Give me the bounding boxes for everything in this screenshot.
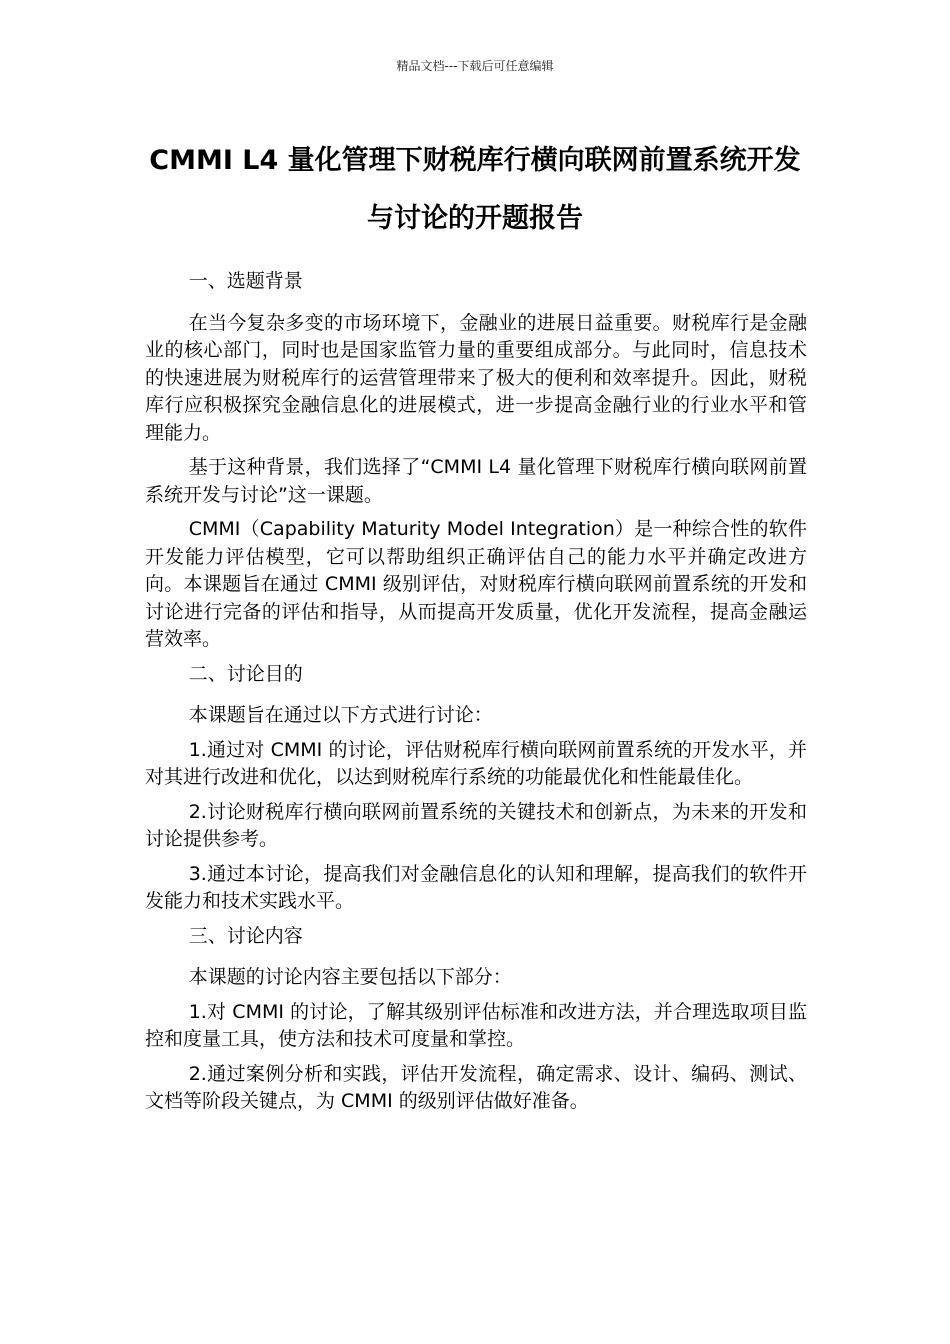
document-title: CMMI L4 量化管理下财税库行横向联网前置系统开发与讨论的开题报告 xyxy=(149,145,801,234)
list-item-content-2: 2.通过案例分析和实践，评估开发流程，确定需求、设计、编码、测试、文档等阶段关键点，为 CMMI 的级别评估做好准备。 xyxy=(145,1062,807,1112)
list-item-purpose-2: 2.讨论财税库行横向联网前置系统的关键技术和创新点，为未来的开发和讨论提供参考。 xyxy=(145,800,807,850)
list-item-purpose-3: 3.通过本讨论，提高我们对金融信息化的认知和理解，提高我们的软件开发能力和技术实践水平。 xyxy=(145,862,807,912)
list-item-purpose-1: 1.通过对 CMMI 的讨论，评估财税库行横向联网前置系统的开发水平，并对其进行改进和优化，以达到财税库行系统的功能最优化和性能最佳化。 xyxy=(145,738,807,788)
header-note: 精品文档---下载后可任意编辑 xyxy=(396,59,554,73)
paragraph-background-3: CMMI（Capability Maturity Model Integration）是一种综合性的软件开发能力评估模型，它可以帮助组织正确评估自己的能力水平并确定改进方向。本课题旨在通过 CMMI 级别评估，对财税库行横向联网前置系统的开发和讨论进行完备的评估和指导，从而提高开发质量，优化开发流程，提高金融运营效率。 xyxy=(145,518,807,650)
list-item-content-1: 1.对 CMMI 的讨论，了解其级别评估标准和改进方法，并合理选取项目监控和度量工具，使方法和技术可度量和掌控。 xyxy=(145,1000,807,1050)
paragraph-content-intro: 本课题的讨论内容主要包括以下部分： xyxy=(188,966,512,988)
paragraph-background-1: 在当今复杂多变的市场环境下，金融业的进展日益重要。财税库行是金融业的核心部门，同时也是国家监管力量的重要组成部分。与此同时，信息技术的快速进展为财税库行的运营管理带来了极大的便利和效率提升。因此，财税库行应积极探究金融信息化的进展模式，进一步提高金融行业的行业水平和管理能力。 xyxy=(145,311,807,444)
section-heading-content: 三、讨论内容 xyxy=(188,924,303,947)
document-body xyxy=(145,268,807,1123)
paragraph-purpose-intro: 本课题旨在通过以下方式进行讨论： xyxy=(188,704,493,726)
section-heading-background: 一、选题背景 xyxy=(188,270,303,292)
paragraph-background-2: 基于这种背景，我们选择了“CMMI L4 量化管理下财税库行横向联网前置系统开发与讨论”这一课题。 xyxy=(145,456,807,506)
section-heading-purpose: 二、讨论目的 xyxy=(188,662,303,685)
